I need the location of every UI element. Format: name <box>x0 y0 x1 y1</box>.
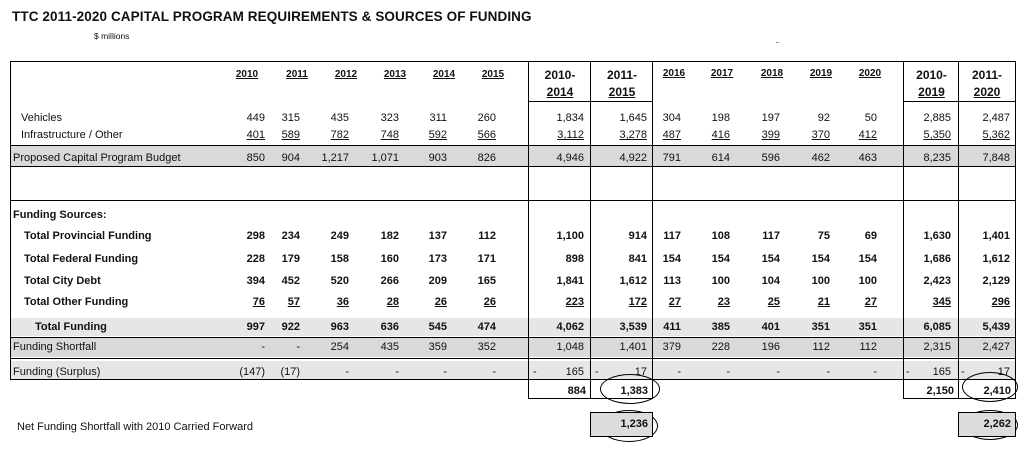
cell-total-funding: 997 <box>246 321 265 333</box>
cell-shortfall: 196 <box>761 341 780 353</box>
cell-shortfall: 352 <box>477 341 496 353</box>
cell-federal: 154 <box>811 253 830 265</box>
cell-provincial: 234 <box>281 230 300 242</box>
cell-city-debt: 394 <box>246 275 265 287</box>
cell-city-debt: 100 <box>858 275 877 287</box>
cell-federal: 154 <box>711 253 730 265</box>
cell-vehicles: 311 <box>429 112 447 124</box>
cell-provincial: 1,100 <box>556 230 584 242</box>
header-sum-line2: 2019 <box>918 85 945 99</box>
row-label-funding-sources: Funding Sources: <box>13 209 107 221</box>
cell-shortfall: 112 <box>812 341 830 353</box>
cell-infrastructure: 3,112 <box>557 129 584 141</box>
header-sum-line2: 2020 <box>973 85 1001 99</box>
cell-budget: 7,848 <box>982 152 1010 164</box>
cell-infrastructure: 782 <box>330 129 349 141</box>
header-year: 2011 <box>286 69 308 80</box>
cell-city-debt: 113 <box>663 275 681 287</box>
cell-vehicles: 50 <box>864 112 877 124</box>
cell-provincial: 182 <box>380 230 399 242</box>
cell-other: 21 <box>817 296 830 308</box>
circle-mark <box>600 374 660 404</box>
row-label-city-debt: Total City Debt <box>24 275 101 287</box>
cell-other: 296 <box>991 296 1010 308</box>
page-title: TTC 2011-2020 CAPITAL PROGRAM REQUIREMENTS & SOURCES OF FUNDING <box>12 9 532 24</box>
cell-total-funding: 4,062 <box>556 321 584 333</box>
cell-total-funding: 401 <box>761 321 780 333</box>
cell-budget: 4,922 <box>619 152 647 164</box>
header-sum <box>592 67 652 101</box>
row-label-infrastructure: Infrastructure / Other <box>21 129 123 141</box>
cell-other: 26 <box>434 296 447 308</box>
cell-other: 345 <box>932 296 951 308</box>
cell-shortfall: 254 <box>330 341 349 353</box>
cell-city-debt: 452 <box>281 275 300 287</box>
cell-infrastructure: 748 <box>380 129 399 141</box>
cell-infrastructure: 370 <box>811 129 830 141</box>
cell-city-debt: 100 <box>811 275 830 287</box>
net-shortfall-label: Net Funding Shortfall with 2010 Carried Forward <box>17 421 254 433</box>
total-2010-2014: 884 <box>567 385 586 397</box>
header-year: 2016 <box>662 68 686 79</box>
cell-shortfall: 228 <box>711 341 730 353</box>
cell-surplus: - <box>492 366 496 378</box>
cell-provincial: 1,630 <box>923 230 951 242</box>
cell-federal: 841 <box>628 253 647 265</box>
header-sum-line1: 2010- <box>916 68 947 82</box>
cell-other: 36 <box>336 296 349 308</box>
cell-budget: 614 <box>711 152 730 164</box>
cell-provincial: 137 <box>428 230 447 242</box>
cell-vehicles: 92 <box>817 112 830 124</box>
row-label-federal: Total Federal Funding <box>24 253 139 265</box>
cell-infrastructure: 5,350 <box>923 129 951 141</box>
cell-infrastructure: 412 <box>858 129 877 141</box>
cell-other: 223 <box>565 296 584 308</box>
cell-city-debt: 266 <box>380 275 399 287</box>
cell-total-funding: 411 <box>663 321 681 333</box>
row-label-total-funding: Total Funding <box>35 321 107 333</box>
cell-provincial: 112 <box>478 230 496 242</box>
header-year: 2017 <box>710 68 734 79</box>
header-year: 2018 <box>760 68 784 79</box>
cell-provincial: 117 <box>762 230 780 242</box>
cell-federal: 228 <box>246 253 265 265</box>
cell-provincial: 117 <box>663 230 681 242</box>
cell-other: 27 <box>864 296 877 308</box>
cell-federal: 158 <box>330 253 349 265</box>
net-value-2020: 2,262 <box>983 418 1011 430</box>
row-label-provincial: Total Provincial Funding <box>24 230 152 242</box>
cell-vehicles: 323 <box>380 112 399 124</box>
cell-infrastructure: 5,362 <box>982 129 1010 141</box>
cell-provincial: 298 <box>246 230 265 242</box>
rule-shortfall-top <box>10 337 1016 338</box>
cell-shortfall: - <box>296 341 300 353</box>
cell-total-funding: 474 <box>477 321 496 333</box>
cell-budget: 791 <box>662 152 681 164</box>
header-sum-line2: 2015 <box>608 85 636 99</box>
rule-budget-top <box>10 145 1016 146</box>
cell-total-funding: 922 <box>281 321 300 333</box>
cell-infrastructure: 3,278 <box>619 129 647 141</box>
cell-surplus: - <box>677 366 681 378</box>
cell-total-funding: 6,085 <box>923 321 951 333</box>
header-year: 2020 <box>858 68 882 79</box>
surplus-dash: - <box>961 366 965 378</box>
cell-shortfall: 379 <box>662 341 681 353</box>
row-label-budget: Proposed Capital Program Budget <box>13 152 181 164</box>
cell-surplus: - <box>345 366 349 378</box>
cell-budget: 850 <box>246 152 265 164</box>
cell-surplus: 17 <box>997 366 1010 378</box>
cell-total-funding: 351 <box>811 321 830 333</box>
cell-federal: 171 <box>477 253 496 265</box>
cell-federal: 154 <box>761 253 780 265</box>
cell-shortfall: 112 <box>859 341 877 353</box>
cell-other: 25 <box>767 296 780 308</box>
total-2011-2015: 1,383 <box>620 385 648 397</box>
surplus-dash: - <box>533 366 537 378</box>
header-year: 2014 <box>432 69 456 80</box>
cell-city-debt: 100 <box>711 275 730 287</box>
cell-other: 27 <box>668 296 681 308</box>
cell-provincial: 249 <box>330 230 349 242</box>
net-value-2015: 1,236 <box>620 418 648 430</box>
cell-total-funding: 351 <box>858 321 877 333</box>
cell-budget: 903 <box>428 152 447 164</box>
rule-budget-bottom <box>10 166 1016 167</box>
header-year: 2013 <box>383 69 407 80</box>
cell-vehicles: 197 <box>761 112 780 124</box>
cell-provincial: 75 <box>817 230 830 242</box>
cell-total-funding: 545 <box>428 321 447 333</box>
cell-vehicles: 198 <box>711 112 730 124</box>
cell-federal: 898 <box>565 253 584 265</box>
cell-shortfall: 2,315 <box>923 341 951 353</box>
row-label-shortfall: Funding Shortfall <box>13 341 97 353</box>
cell-surplus: - <box>776 366 780 378</box>
cell-total-funding: 963 <box>330 321 349 333</box>
cell-vehicles: 435 <box>330 112 349 124</box>
cell-federal: 179 <box>281 253 300 265</box>
cell-federal: 160 <box>380 253 399 265</box>
cell-federal: 1,612 <box>982 253 1010 265</box>
cell-other: 23 <box>717 296 730 308</box>
cell-infrastructure: 487 <box>662 129 681 141</box>
cell-surplus: (147) <box>239 366 265 378</box>
row-label-vehicles: Vehicles <box>21 112 62 124</box>
scan-speck <box>776 42 779 43</box>
header-sum-line1: 2011- <box>971 68 1003 82</box>
cell-infrastructure: 592 <box>428 129 447 141</box>
cell-city-debt: 520 <box>330 275 349 287</box>
total-2011-2020: 2,410 <box>983 385 1011 397</box>
cell-budget: 1,071 <box>371 152 399 164</box>
cell-city-debt: 165 <box>477 275 496 287</box>
cell-vehicles: 260 <box>477 112 496 124</box>
cell-surplus: - <box>726 366 730 378</box>
cell-total-funding: 3,539 <box>619 321 647 333</box>
cell-total-funding: 636 <box>380 321 399 333</box>
cell-vehicles: 2,885 <box>923 112 951 124</box>
cell-surplus: 165 <box>565 366 584 378</box>
cell-budget: 596 <box>761 152 780 164</box>
cell-shortfall: 1,401 <box>619 341 647 353</box>
cell-vehicles: 449 <box>246 112 265 124</box>
cell-total-funding: 5,439 <box>982 321 1010 333</box>
cell-infrastructure: 399 <box>761 129 780 141</box>
cell-infrastructure: 401 <box>246 129 265 141</box>
cell-other: 26 <box>483 296 496 308</box>
circle-mark <box>962 372 1018 402</box>
cell-city-debt: 2,423 <box>923 275 951 287</box>
header-year: 2019 <box>809 68 833 79</box>
rule-shortfall-bottom <box>10 358 1016 359</box>
cell-surplus: - <box>826 366 830 378</box>
units-label: $ millions <box>94 31 130 41</box>
cell-surplus: - <box>443 366 447 378</box>
header-year: 2010 <box>235 69 259 80</box>
header-sum-line1: 2010- <box>544 68 576 82</box>
header-sum <box>959 67 1015 101</box>
cell-city-debt: 104 <box>761 275 780 287</box>
cell-surplus: 17 <box>634 366 647 378</box>
cell-budget: 463 <box>858 152 877 164</box>
cell-budget: 826 <box>477 152 496 164</box>
cell-vehicles: 1,834 <box>556 112 584 124</box>
cell-infrastructure: 416 <box>711 129 730 141</box>
cell-budget: 904 <box>281 152 300 164</box>
cell-infrastructure: 589 <box>281 129 300 141</box>
cell-shortfall: 435 <box>380 341 399 353</box>
header-year: 2015 <box>481 69 505 80</box>
rule-funding-top <box>10 200 1016 201</box>
cell-infrastructure: 566 <box>477 129 496 141</box>
cell-provincial: 914 <box>628 230 647 242</box>
cell-provincial: 108 <box>711 230 730 242</box>
header-sum <box>904 67 959 101</box>
header-year: 2012 <box>334 69 358 80</box>
cell-federal: 173 <box>428 253 447 265</box>
cell-vehicles: 2,487 <box>982 112 1010 124</box>
cell-vehicles: 304 <box>662 112 681 124</box>
total-2010-2019: 2,150 <box>926 385 954 397</box>
cell-budget: 1,217 <box>321 152 349 164</box>
rule-under-header <box>528 101 653 102</box>
row-label-other: Total Other Funding <box>24 296 129 308</box>
cell-provincial: 1,401 <box>982 230 1010 242</box>
header-sum-line1: 2011- <box>606 68 638 82</box>
cell-other: 172 <box>628 296 647 308</box>
cell-federal: 154 <box>662 253 681 265</box>
cell-vehicles: 1,645 <box>619 112 647 124</box>
surplus-dash: - <box>906 366 910 378</box>
header-sum <box>530 67 590 101</box>
cell-city-debt: 2,129 <box>982 275 1010 287</box>
cell-budget: 4,946 <box>556 152 584 164</box>
cell-shortfall: 359 <box>428 341 447 353</box>
cell-shortfall: 1,048 <box>556 341 584 353</box>
cell-budget: 462 <box>811 152 830 164</box>
cell-vehicles: 315 <box>281 112 300 124</box>
cell-surplus: - <box>873 366 877 378</box>
header-sum-line2: 2014 <box>546 85 574 99</box>
cell-shortfall: - <box>261 341 265 353</box>
cell-surplus: (17) <box>280 366 300 378</box>
cell-budget: 8,235 <box>923 152 951 164</box>
cell-federal: 154 <box>858 253 877 265</box>
cell-provincial: 69 <box>864 230 877 242</box>
surplus-dash: - <box>595 366 599 378</box>
cell-surplus: - <box>395 366 399 378</box>
cell-other: 76 <box>252 296 265 308</box>
cell-surplus: 165 <box>932 366 951 378</box>
cell-other: 28 <box>386 296 399 308</box>
cell-city-debt: 209 <box>428 275 447 287</box>
row-label-surplus: Funding (Surplus) <box>13 366 101 378</box>
cell-other: 57 <box>287 296 300 308</box>
cell-federal: 1,686 <box>923 253 951 265</box>
cell-city-debt: 1,612 <box>619 275 647 287</box>
cell-city-debt: 1,841 <box>556 275 584 287</box>
cell-shortfall: 2,427 <box>982 341 1010 353</box>
cell-total-funding: 385 <box>711 321 730 333</box>
rule-under-header-b <box>903 101 1016 102</box>
